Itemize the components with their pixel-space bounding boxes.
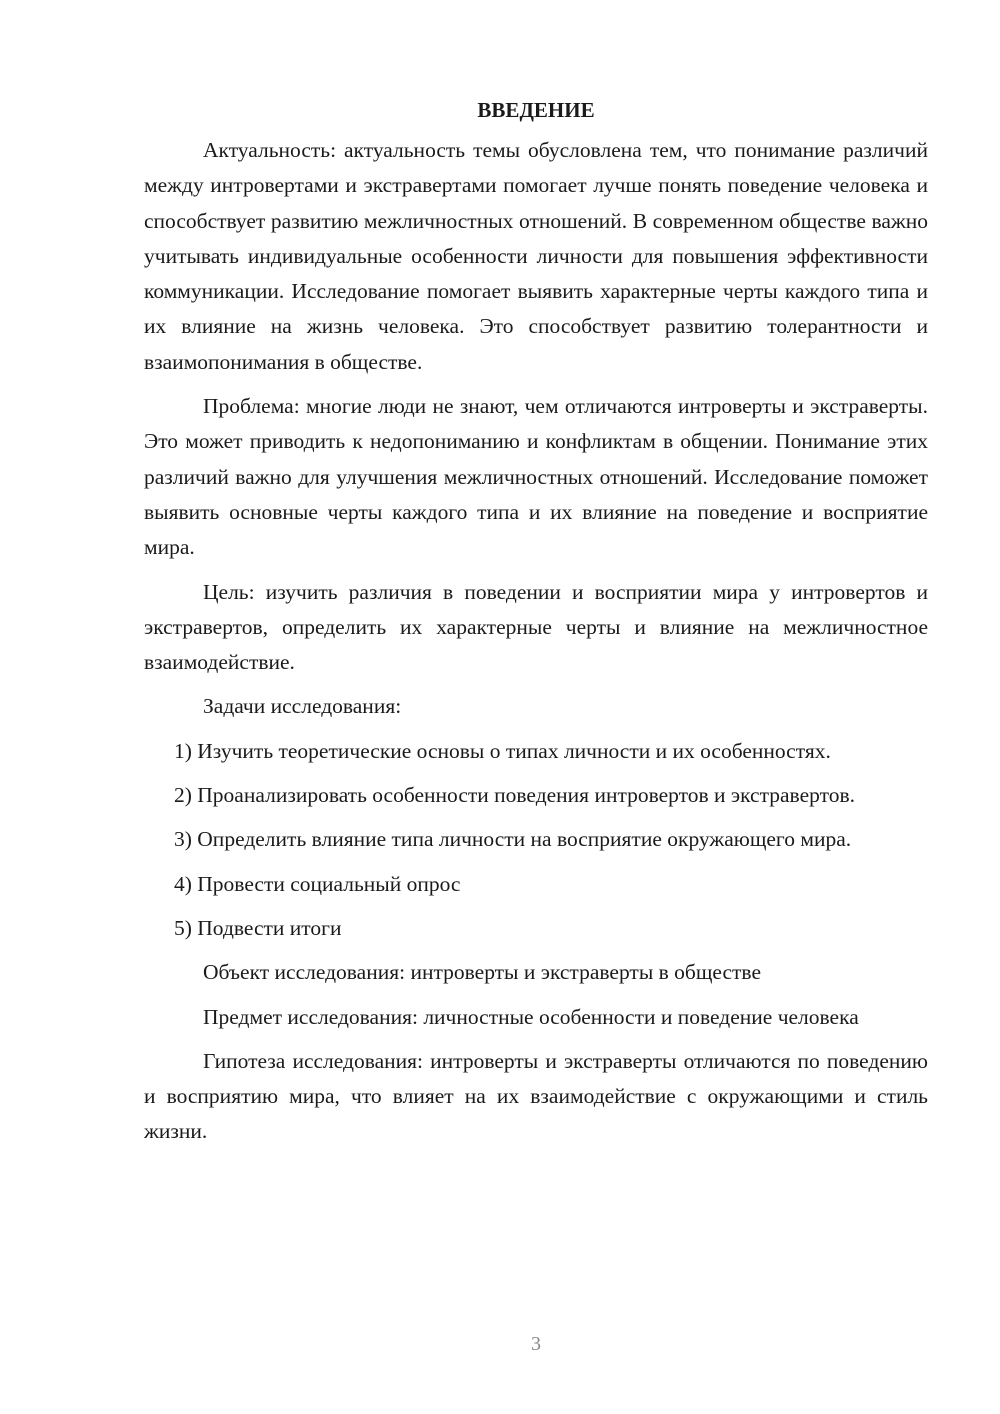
paragraph-hypothesis: Гипотеза исследования: интроверты и экстраверты отличаются по поведению и восприятию мира, что влияет на их взаимодействие с окружающими и стиль жизни. [144,1048,928,1144]
page-number: 3 [531,1333,541,1355]
task-item: 3) Определить влияние типа личности на восприятие окружающего мира. [174,827,852,852]
paragraph-relevance: Актуальность: актуальность темы обусловлена тем, что понимание различий между интровертами и экстравертами помогает лучше понять поведение человека и способствует развитию межличностных отношений. В современном обществе важно учитывать индивидуальные особенности личности для повышения эффективности коммуникации. Исследование помогает выявить характерные черты каждого типа и их влияние на жизнь человека. Это способствует развитию толерантности и взаимопонимания в обществе. [144,138,928,374]
task-item: 5) Подвести итоги [174,915,342,940]
paragraph-problem: Проблема: многие люди не знают, чем отличаются интроверты и экстраверты. Это может приводить к недопониманию и конфликтам в общении. Понимание этих различий важно для улучшения межличностных отношений. Исследование поможет выявить основные черты каждого типа и их влияние на поведение и восприятие мира. [144,394,928,560]
task-item: 4) Провести социальный опрос [174,871,461,896]
page-title: ВВЕДЕНИЕ [477,98,595,122]
paragraph-goal: Цель: изучить различия в поведении и восприятии мира у интровертов и экстравертов, определить их характерные черты и влияние на межличностное взаимодействие. [144,579,928,675]
page-content [144,92,928,1150]
paragraph-object: Объект исследования: интроверты и экстраверты в обществе [203,960,761,985]
task-item: 2) Проанализировать особенности поведения интровертов и экстравертов. [174,783,855,808]
task-item: 1) Изучить теоретические основы о типах личности и их особенностях. [174,738,831,763]
paragraph-subject: Предмет исследования: личностные особенности и поведение человека [203,1004,859,1029]
tasks-heading: Задачи исследования: [203,694,402,719]
